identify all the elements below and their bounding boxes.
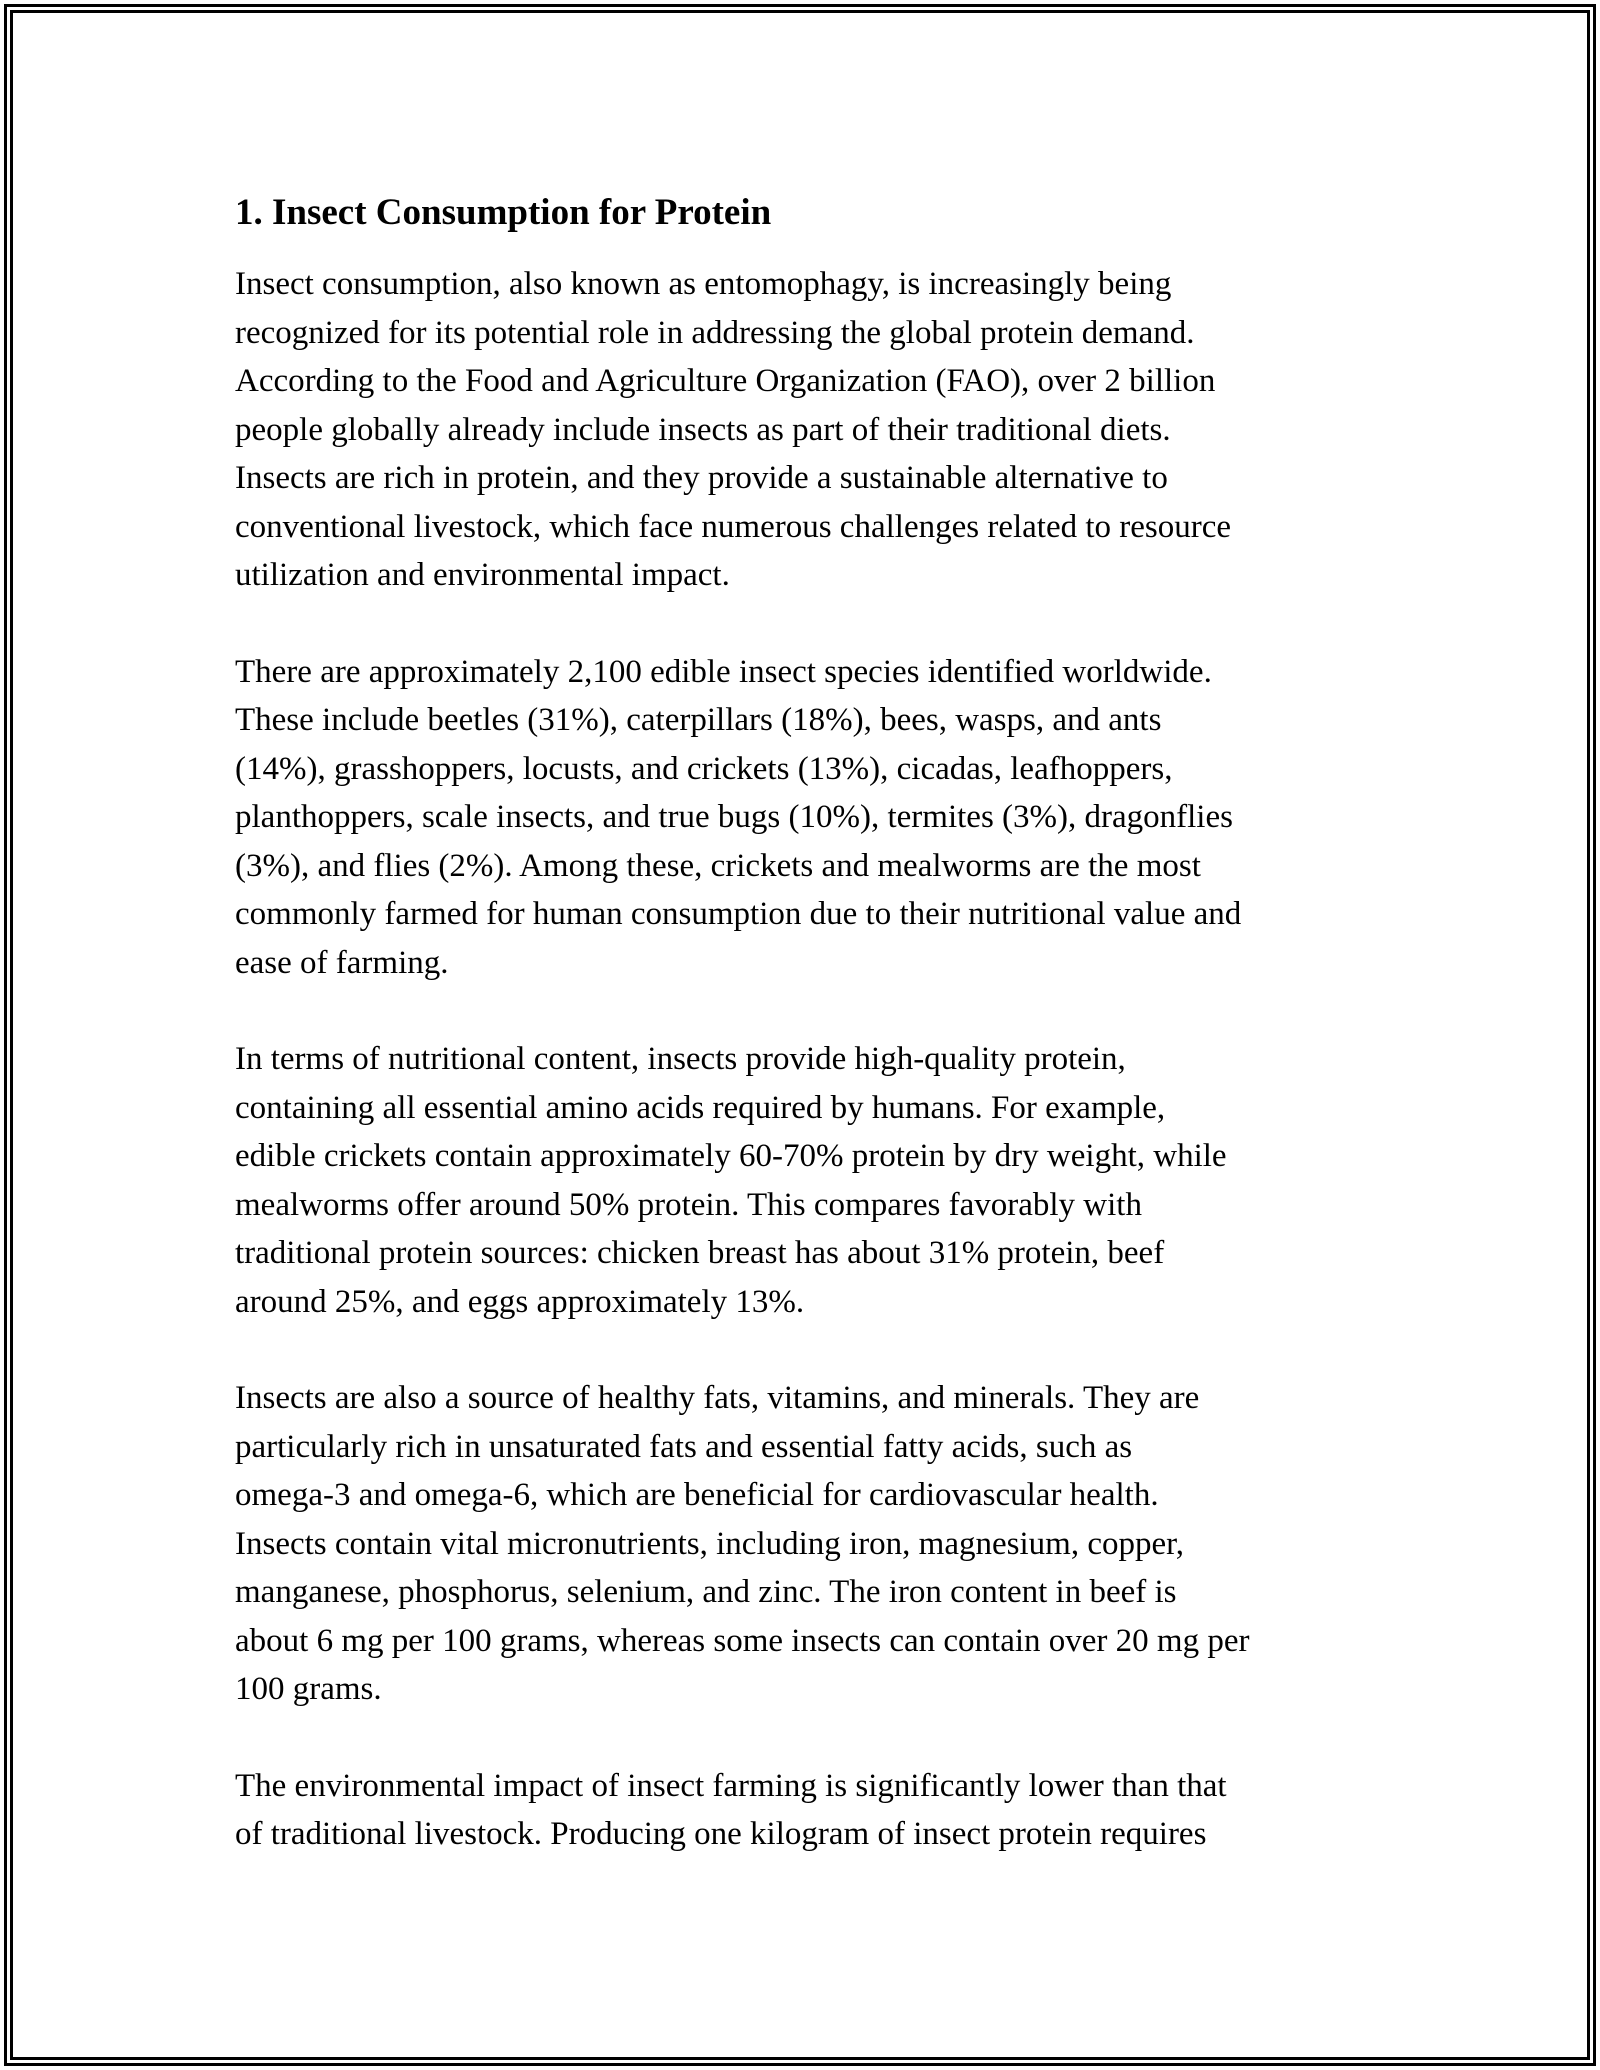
paragraph-environmental-impact: The environmental impact of insect farming is significantly lower than that of traditional livestock. Producing one kilogram of insect protein requires <box>235 1767 1227 1852</box>
paragraph-entomophagy-intro: Insect consumption, also known as entomophagy, is increasingly being recognized for its potential role in addressing the global protein demand. According to the Food and Agriculture Organization (FAO), over 2 billion people globally already include insects as part of their traditional diets. Insects are rich in protein, and they provide a sustainable alternative to conventional livestock, which face numerous challenges related to resource utilization and environmental impact. <box>235 266 1232 593</box>
paragraph-nutritional-content: In terms of nutritional content, insects provide high-quality protein, containing all essential amino acids required by humans. For example, edible crickets contain approximately 60-70% protein by dry weight, while mealworms offer around 50% protein. This compares favorably with traditional protein sources: chicken breast has about 31% protein, beef around 25%, and eggs approximately 13%. <box>235 1041 1227 1320</box>
section-heading: 1. Insect Consumption for Protein <box>235 192 772 233</box>
document-body <box>235 186 1365 1907</box>
paragraph-edible-species: There are approximately 2,100 edible insect species identified worldwide. These include beetles (31%), caterpillars (18%), bees, wasps, and ants (14%), grasshoppers, locusts, and crickets (13%), cicadas, leafhoppers, planthoppers, scale insects, and true bugs (10%), termites (3%), dragonflies (3%), and flies (2%). Among these, crickets and mealworms are the most commonly farmed for human consumption due to their nutritional value and ease of farming. <box>235 653 1242 981</box>
paragraph-fats-vitamins-minerals: Insects are also a source of healthy fats, vitamins, and minerals. They are particularly rich in unsaturated fats and essential fatty acids, such as omega-3 and omega-6, which are beneficial for cardiovascular health. Insects contain vital micronutrients, including iron, magnesium, copper, manganese, phosphorus, selenium, and zinc. The iron content in beef is about 6 mg per 100 grams, whereas some insects can contain over 20 mg per 100 grams. <box>235 1380 1250 1707</box>
